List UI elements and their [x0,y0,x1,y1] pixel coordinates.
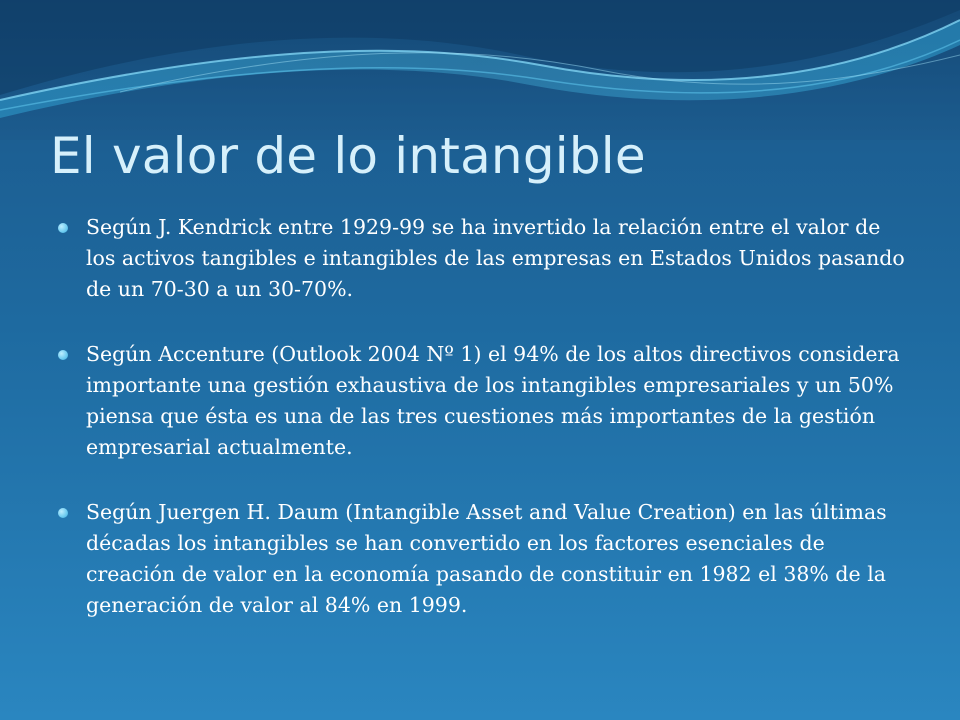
bullet-text: Según Accenture (Outlook 2004 Nº 1) el 94% de los altos directivos considera importante una gestión exhaustiva de los intangibles empresariales y un 50% piensa que ésta es una de las tres cuestiones más importantes de la gestión empresarial actualmente. [86,342,900,459]
bullet-text: Según Juergen H. Daum (Intangible Asset and Value Creation) en las últimas décadas los intangibles se han convertido en los factores esenciales de creación de valor en la economía pasando de constituir en 1982 el 38% de la generación de valor al 84% en 1999. [86,500,887,617]
bullet-item-daum [56,497,916,621]
header-wave-decoration [0,0,960,140]
bullet-dot-icon [58,508,68,518]
bullet-item-accenture [56,339,916,463]
bullet-dot-icon [58,350,68,360]
bullet-dot-icon [58,223,68,233]
slide-title: El valor de lo intangible [50,127,646,185]
bullet-item-kendrick [56,212,916,305]
bullet-text: Según J. Kendrick entre 1929-99 se ha invertido la relación entre el valor de los activos tangibles e intangibles de las empresas en Estados Unidos pasando de un 70-30 a un 30-70%. [86,215,905,301]
bullet-list [56,212,916,655]
